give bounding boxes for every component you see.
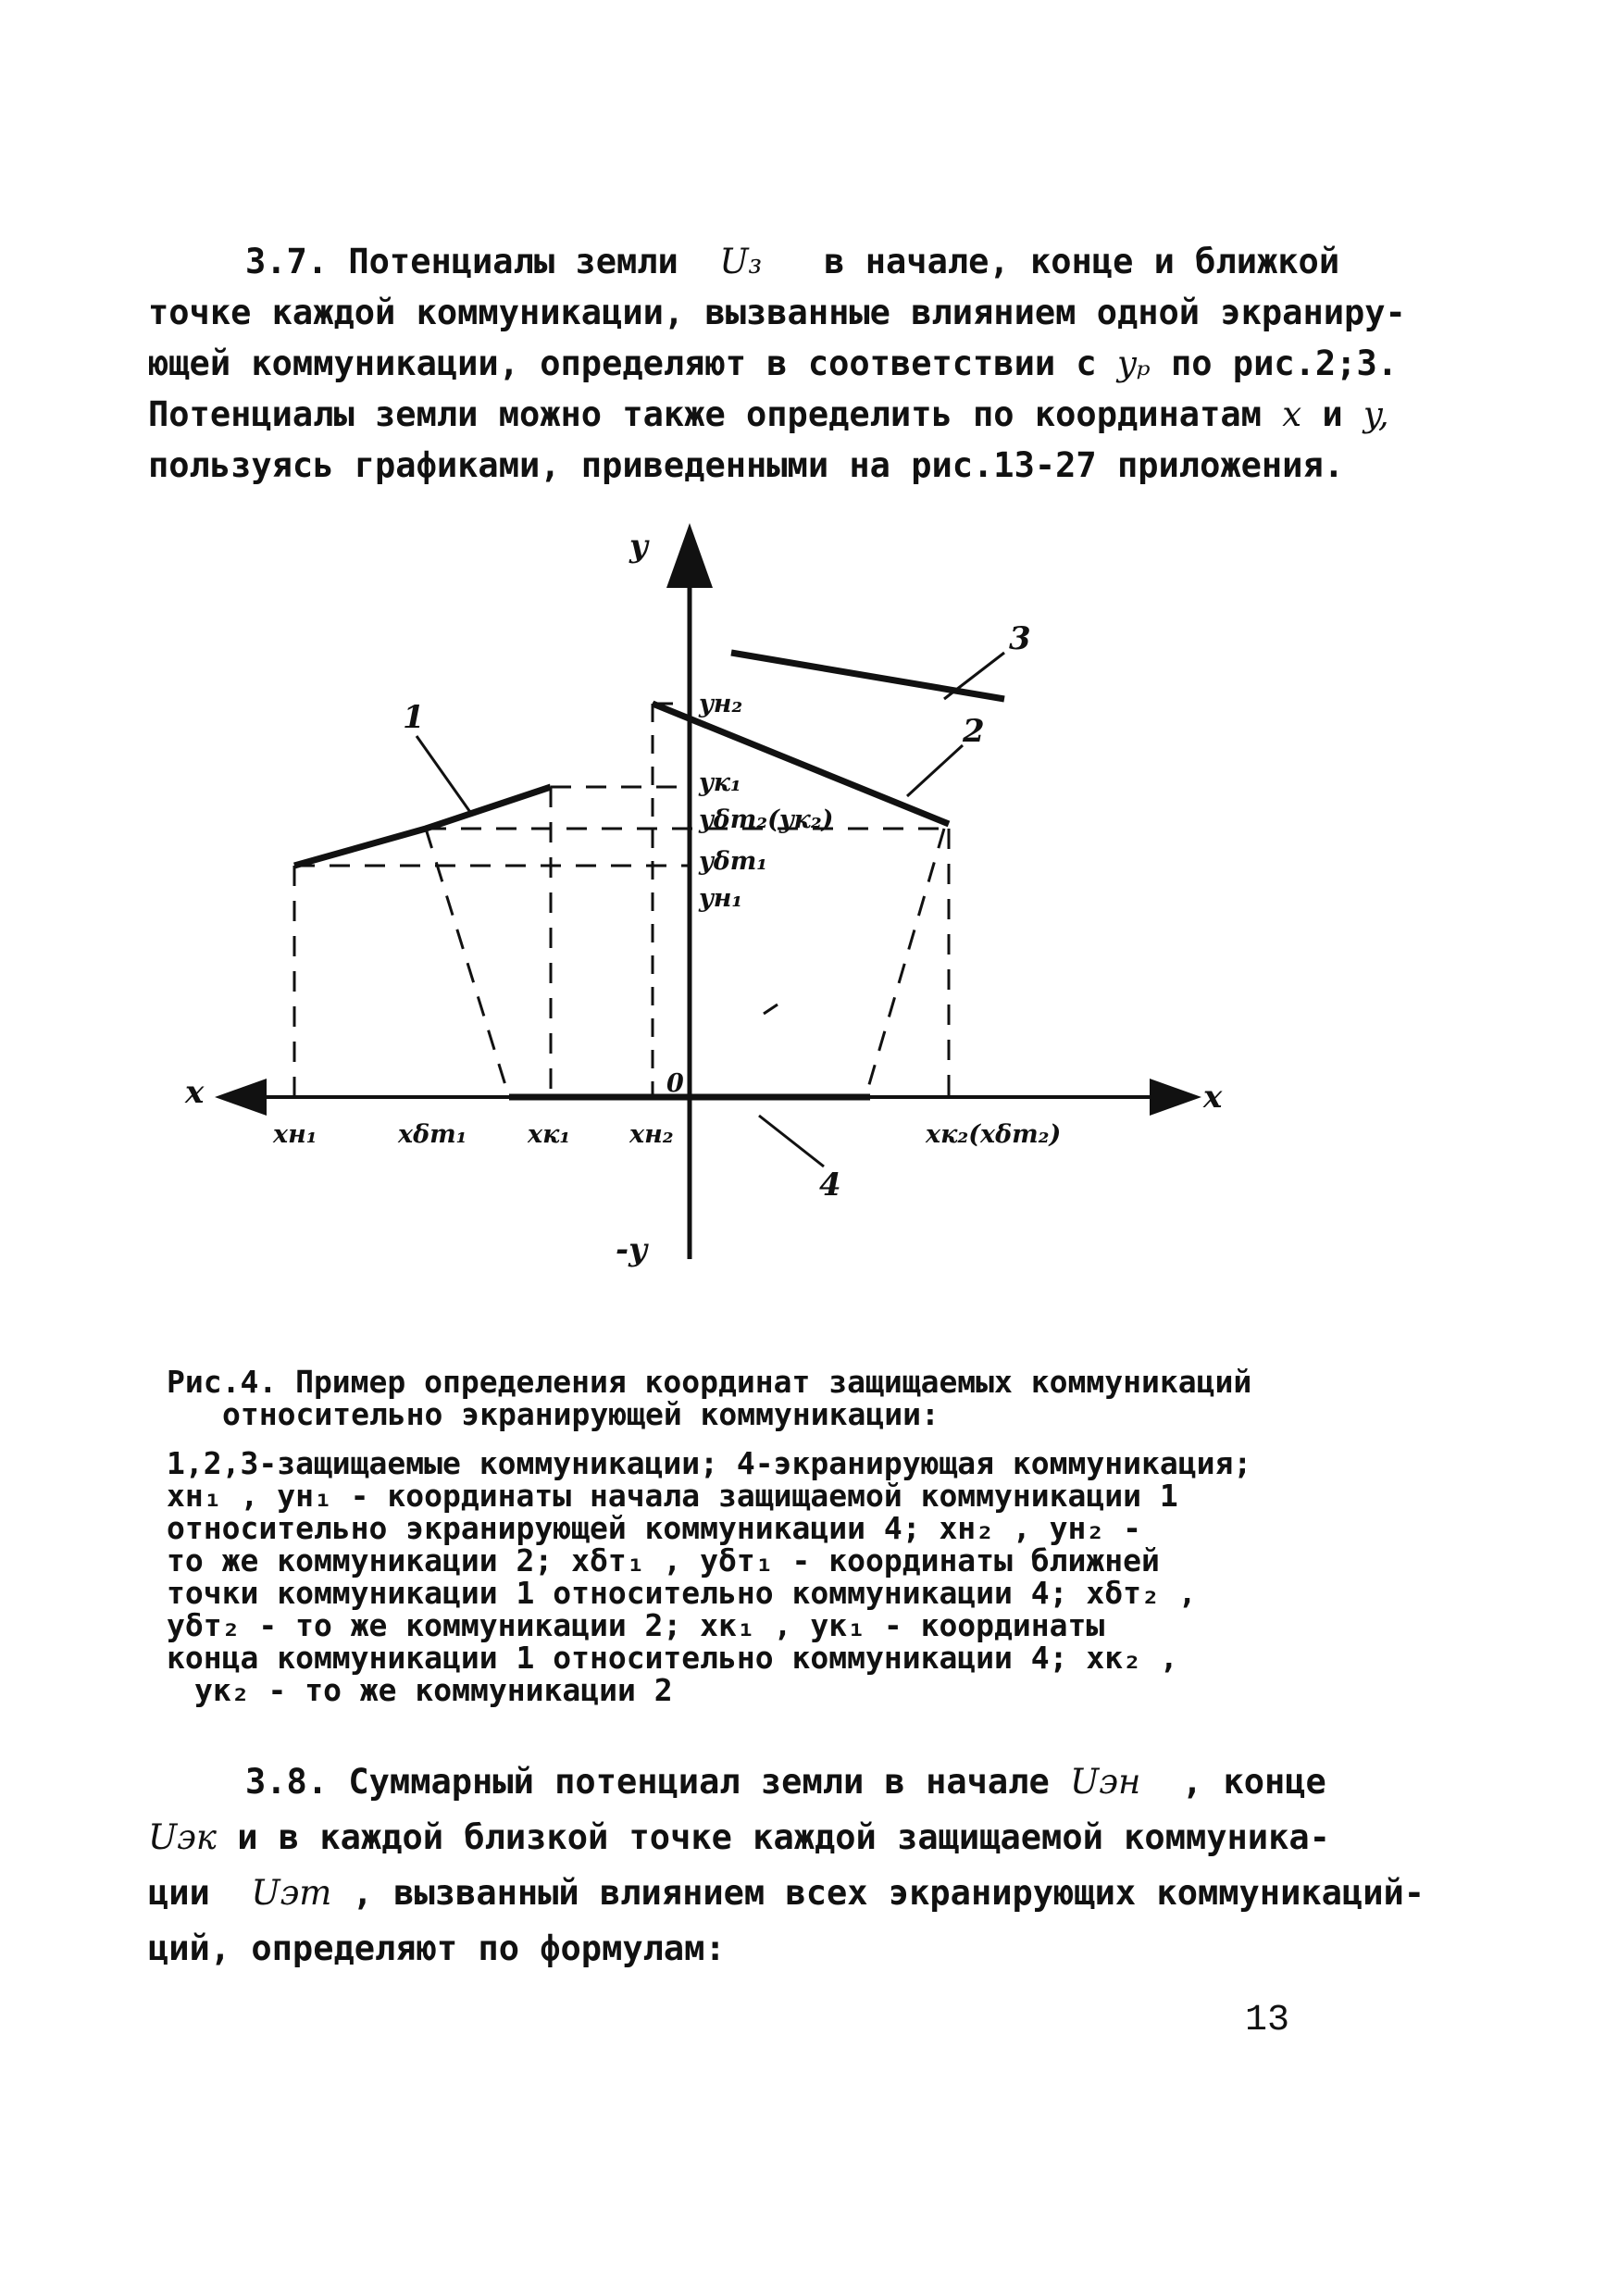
y-label-ydt2: yδт₂(yк₂) — [699, 805, 834, 834]
caption-line: относительно экранирующей коммуникации: — [222, 1396, 940, 1432]
caption-line: yδт₂ - то же коммуникации 2; xк₁ , yк₁ - координаты — [167, 1607, 1105, 1643]
caption-line: 1,2,3-защищаемые коммуникации; 4-экранирующая коммуникация; — [167, 1445, 1252, 1481]
paragraph-line: ции Uэт , вызванный влиянием всех экранирующих коммуникаций- — [148, 1873, 1425, 1913]
projection-lines — [294, 704, 949, 1097]
section-3-8 — [148, 1754, 1425, 1977]
paragraph-line: 3.7. Потенциалы земли U₃ в начале, конце и ближкой — [245, 242, 1340, 281]
paragraph-line: 3.8. Суммарный потенциал земли в начале Uэн , конце — [245, 1762, 1326, 1802]
x-label-xk1: xк₁ — [528, 1120, 571, 1149]
page-number: 13 — [1245, 2000, 1290, 2041]
caption-line: то же коммуникации 2; xδт₁ , yδт₁ - координаты ближней — [167, 1542, 1160, 1578]
symbol-uek: Uэк — [148, 1817, 217, 1857]
paragraph-line: Потенциалы земли можно также определить по координатам x и y, — [148, 394, 1389, 434]
y-label-yn1: yн₁ — [699, 884, 743, 913]
axis-x-right-label: x — [1203, 1079, 1223, 1116]
line-2-label: 2 — [963, 713, 985, 750]
symbol-u3: U₃ — [719, 242, 763, 281]
y-label-yn2: yн₂ — [699, 690, 743, 718]
x-label-xn1: xн₁ — [273, 1120, 317, 1149]
figure-caption — [167, 1366, 1305, 1706]
symbol-uen: Uэн — [1070, 1762, 1141, 1802]
origin-label: 0 — [666, 1069, 684, 1098]
caption-line: Рис.4. Пример определения координат защищаемых коммуникаций — [167, 1364, 1252, 1400]
axis-y-top-label: y — [629, 528, 648, 565]
line-1-label: 1 — [403, 699, 425, 736]
symbol-y: y, — [1363, 394, 1389, 434]
paragraph-line: ций, определяют по формулам: — [148, 1928, 726, 1968]
y-label-yk1: yк₁ — [699, 768, 741, 797]
line-4-label: 4 — [819, 1167, 841, 1204]
line-3 — [731, 653, 1004, 699]
axis-y-bottom-label: -y — [616, 1231, 647, 1268]
y-label-ydt1: yδт₁ — [699, 847, 768, 876]
figure-4 — [157, 518, 1268, 1315]
caption-line: конца коммуникации 1 относительно коммуникации 4; xк₂ , — [167, 1640, 1178, 1676]
caption-line: относительно экранирующей коммуникации 4; xн₂ , yн₂ - — [167, 1510, 1141, 1546]
x-label-xn2: xн₂ — [629, 1120, 674, 1149]
caption-line: yк₂ - то же коммуникации 2 — [194, 1672, 673, 1708]
axis-x-left-label: x — [185, 1074, 205, 1111]
x-label-xk2: xк₂(xδт₂) — [926, 1120, 1062, 1149]
caption-line: xн₁ , yн₁ - координаты начала защищаемой коммуникации 1 — [167, 1478, 1178, 1514]
paragraph-line: пользуясь графиками, приведенными на рис.13-27 приложения. — [148, 445, 1345, 485]
x-label-xdt1: xδт₁ — [398, 1120, 467, 1149]
coordinate-diagram — [157, 518, 1268, 1315]
paragraph-line: Uэк и в каждой близкой точке каждой защищаемой коммуника- — [148, 1817, 1330, 1857]
line-3-label: 3 — [1009, 620, 1031, 657]
line-1 — [294, 787, 551, 866]
symbol-yp: yₚ — [1116, 343, 1151, 383]
section-3-7 — [148, 236, 1406, 491]
paragraph-line: ющей коммуникации, определяют в соответствии с yₚ по рис.2;3. — [148, 343, 1399, 383]
caption-line: точки коммуникации 1 относительно коммуникации 4; xδт₂ , — [167, 1575, 1197, 1611]
symbol-x: x — [1282, 394, 1302, 434]
paragraph-line: точке каждой коммуникации, вызванные влиянием одной экраниру- — [148, 293, 1406, 332]
symbol-uet: Uэт — [251, 1873, 332, 1913]
